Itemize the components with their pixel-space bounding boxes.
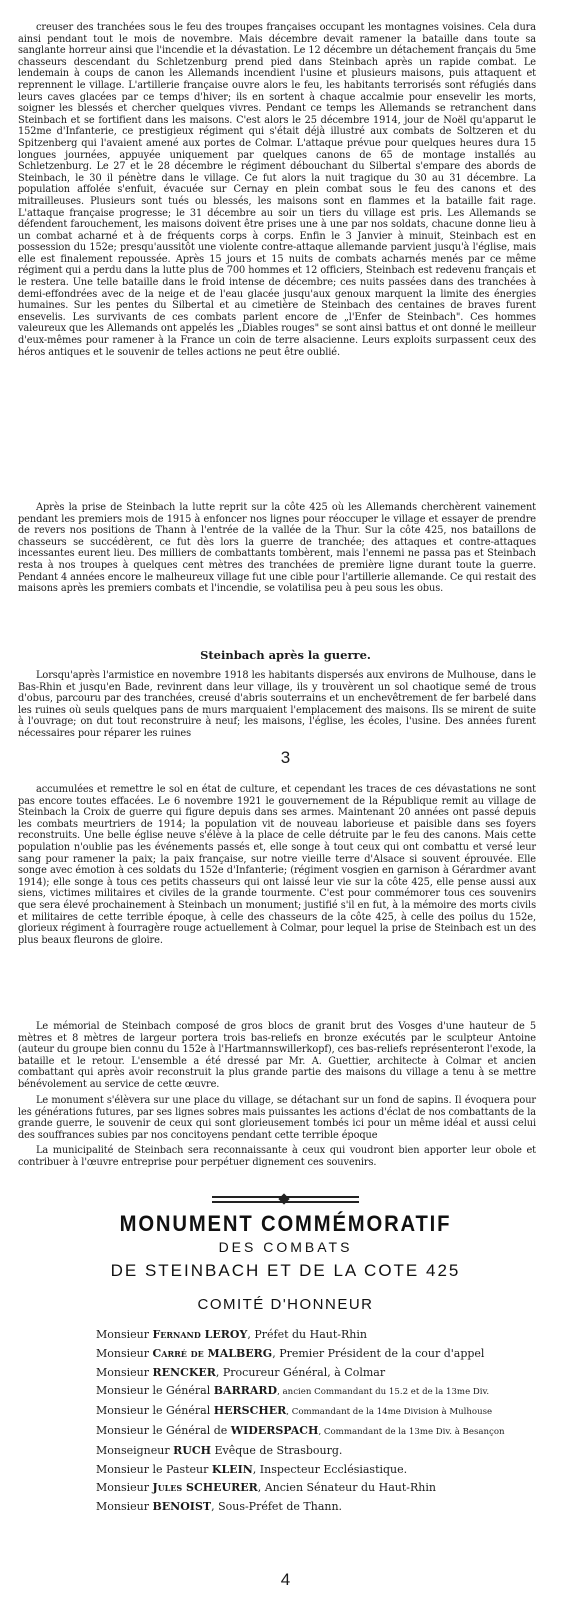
paragraph-memorial: Le mémorial de Steinbach composé de gros blocs de granit brut des Vosges d'une hauteur de 5 mètres et 8 mètres de largeur portera trois bas-reliefs en bronze exécutés par le sculpteur Antoine (auteur du groupe bien connu du 152e à l'Hartmannswillerkopf), ces bas-reliefs représenteront l'exode, la bataille et le retour. L'ensemble a été dressé par Mr. A. Guettier, architecte à Colmar et ancien combattant qui après avoir reconstruit la plus grande partie des maisons du village a tenu à se mettre bénévolement au service de cette œuvre. (18, 1021, 536, 1090)
committee-member: Monsieur le Général de WIDERSPACH, Commandant de la 13me Div. à Besançon (96, 1423, 505, 1437)
paragraph-after-war: Lorsqu'après l'armistice en novembre 1918 les habitants dispersés aux environs de Mulhouse, dans le Bas-Rhin et jusqu'en Bade, revinrent dans leur village, ils y trouvèrent un sol chaotique semé de trous d'obus, parcouru par des tranchées, creusé d'abris souterrains et un enchevêtrement de fer barbelé dans les ruines où seuls quelques pans de murs marquaient l'emplacement des maisons. Ils se mirent de suite à l'ouvrage; on dut tout reconstruire à neuf; les maisons, l'église, les écoles, l'usine. Des années furent nécessaires pour réparer les ruines (18, 670, 536, 739)
ornamental-divider (212, 1196, 359, 1203)
committee-member: Monsieur le Général HERSCHER, Commandant de la 14me Division à Mulhouse (96, 1404, 493, 1418)
paragraph-appeal: La municipalité de Steinbach sera reconnaissante à ceux qui voudront bien apporter leur obole et contribuer à l'œuvre entreprise pour perpétuer dignement ces souvenirs. (18, 1145, 536, 1168)
page-number: 3 (280, 748, 291, 767)
committee-heading: COMITÉ D'HONNEUR (197, 1296, 374, 1313)
committee-member: Monsieur BENOIST, Sous-Préfet de Thann. (96, 1500, 343, 1514)
committee-member: Monseigneur RUCH Evêque de Strasbourg. (96, 1443, 343, 1457)
committee-member: Monsieur le Pasteur KLEIN, Inspecteur Ecclésiastique. (96, 1462, 408, 1476)
monument-title: MONUMENT COMMÉMORATIF (119, 1211, 452, 1236)
committee-list (96, 1326, 566, 1517)
section-heading: Steinbach après la guerre. (200, 648, 371, 662)
monument-location: DE STEINBACH ET DE LA COTE 425 (110, 1261, 461, 1280)
committee-member: Monsieur Fernand LEROY, Préfet du Haut-Rhin (96, 1328, 367, 1341)
committee-member: Monsieur le Général BARRARD, ancien Commandant du 15.2 et de la 13me Div. (96, 1384, 490, 1398)
committee-member: Monsieur Jules SCHEURER, Ancien Sénateur du Haut-Rhin (96, 1481, 436, 1495)
monument-subtitle: DES COMBATS (218, 1239, 353, 1255)
paragraph-battle-1914: creuser des tranchées sous le feu des troupes françaises occupant les montagnes voisines. Cela dura ainsi pendant tout le mois de novembre. Mais décembre devait ramener la bataille dans toute sa sanglante horreur ainsi que l'incendie et la dévastation. Le 12 décembre un détachement français du 5me chasseurs descendant du Schletzenburg prend pied dans Steinbach après un rapide combat. Le lendemain à coups de canon les Allemands incendient l'usine et plusieurs maisons, puis attaquent et reprennent le village. L'artillerie française ouvre alors le feu, les habitants terrorisés sont réfugiés dans leurs caves glacées par ce temps d'hiver; ils en sortent à chaque accalmie pour ensevelir les morts, soigner les blessés et chercher quelques vivres. Pendant ce temps les Allemands se retranchent dans Steinbach et se fortifient dans les maisons. C'est alors le 25 décembre 1914, jour de Noël qu'apparut le 152me d'Infanterie, ce prestigieux régiment qui s'était déjà illustré aux combats de Soltzeren et du Spitzenberg qui l'avaient amené aux portes de Colmar. L'attaque prévue pour quelques heures dura 15 longues journées, appuyée uniquement par quelques canons de 65 de montage installés au Schletzenburg. Le 27 et le 28 décembre le régiment débouchant du Silbertal s'empare des abords de Steinbach, le 30 il pénètre dans le village. Ce fut alors la nuit tragique du 30 au 31 décembre. La population affolée s'enfuit, évacuée sur Cernay en plein combat sous le feu des canons et des mitrailleuses. Plusieurs sont tués ou blessés, les maisons sont en flammes et la bataille fait rage. L'attaque française progresse; le 31 décembre au soir un tiers du village est pris. Les Allemands se défendent farouchement, les maisons doivent être prises une à une par nos soldats, chacune donne lieu à un combat acharné et à de fréquents corps à corps. Enfin le 3 Janvier à minuit, Steinbach est en possession du 152e; presqu'aussitôt une violente contre-attaque allemande parvient jusqu'à l'église, mais elle est finalement repoussée. Après 15 jours et 15 nuits de combats acharnés menés par ce même régiment qui a perdu dans la lutte plus de 700 hommes et 12 officiers, Steinbach est redevenu français et le restera. Une telle bataille dans le froid intense de décembre; ces nuits passées dans des tranchées à demi-effondrées avec de la neige et de l'eau glacée jusqu'aux genoux marquent la limite des énergies humaines. Sur les pentes du Silbertal et au cimetière de Steinbach des centaines de braves furent ensevelis. Les survivants de ces combats parlent encore de „l'Enfer de Steinbach". Ces hommes valeureux que les Allemands ont appelés les „Diables rouges" se sont ainsi battus et ont donné le meilleur d'eux-mêmes pour ramener à la France un coin de terre alsacienne. Leurs exploits surpassent ceux des héros antiques et le souvenir de telles actions ne peut être oublié. (18, 22, 536, 358)
paragraph-monument-place: Le monument s'élèvera sur une place du village, se détachant sur un fond de sapins. Il évoquera pour les générations futures, par ses lignes sobres mais puissantes les actions d'éclat de nos combattants de la grande guerre, le souvenir de ceux qui sont glorieusement tombés ici pour un même idéal et aussi celui des souffrances subies par nos concitoyens pendant cette terrible époque (18, 1095, 536, 1141)
page-number: 4 (280, 1570, 291, 1589)
committee-member: Monsieur Carré de MALBERG, Premier Président de la cour d'appel (96, 1346, 485, 1360)
committee-member: Monsieur RENCKER, Procureur Général, à Colmar (96, 1365, 386, 1379)
paragraph-reconstruction: accumulées et remettre le sol en état de culture, et cependant les traces de ces dévastations ne sont pas encore toutes effacées. Le 6 novembre 1921 le gouvernement de la République remit au village de Steinbach la Croix de guerre qui figure depuis dans ses armes. Maintenant 20 années ont passé depuis les combats meurtriers de 1914; la population vit de nouveau laborieuse et paisible dans ses foyers reconstruits. Une belle église neuve s'élève à la place de celle détruite par le feu des canons. Mais cette population n'oublie pas les événements passés et, elle songe à tout ceux qui ont combattu et versé leur sang pour ramener la paix; la paix française, sur notre vieille terre d'Alsace si souvent éprouvée. Elle songe avec émotion à ces soldats du 152e d'Infanterie; (régiment vosgien en garnison à Gérardmer avant 1914); elle songe à tous ces petits chasseurs qui ont laissé leur vie sur la côte 425, elle pense aussi aux siens, victimes militaires et civiles de la grande tourmente. C'est pour commémorer tous ces souvenirs que sera élevé prochainement à Steinbach un monument; justifié s'il en fut, à la mémoire des morts civils et militaires de cette terrible époque, à celle des chasseurs de la côte 425, à celle des poilus du 152e, glorieux régiment à fourragère rouge actuellement à Colmar, pour lequel la prise de Steinbach est un des plus beaux fleurons de gloire. (18, 784, 536, 946)
paragraph-cote-425: Après la prise de Steinbach la lutte reprit sur la côte 425 où les Allemands cherchèrent vainement pendant les premiers mois de 1915 à enfoncer nos lignes pour réoccuper le village et essayer de prendre de revers nos positions de Thann à l'entrée de la vallée de la Thur. Sur la côte 425, nos bataillons de chasseurs se succédèrent, ce fut dès lors la guerre de tranchée; des attaques et contre-attaques incessantes eurent lieu. Des milliers de combattants tombèrent, mais l'ennemi ne passa pas et Steinbach resta à nos troupes à quelques cent mètres des tranchées de première ligne durant toute la guerre. Pendant 4 années encore le malheureux village fut une cible pour l'artillerie allemande. Ce qui restait des maisons après les premiers combats et l'incendie, se volatilisa peu à peu sous les obus. (18, 502, 536, 595)
